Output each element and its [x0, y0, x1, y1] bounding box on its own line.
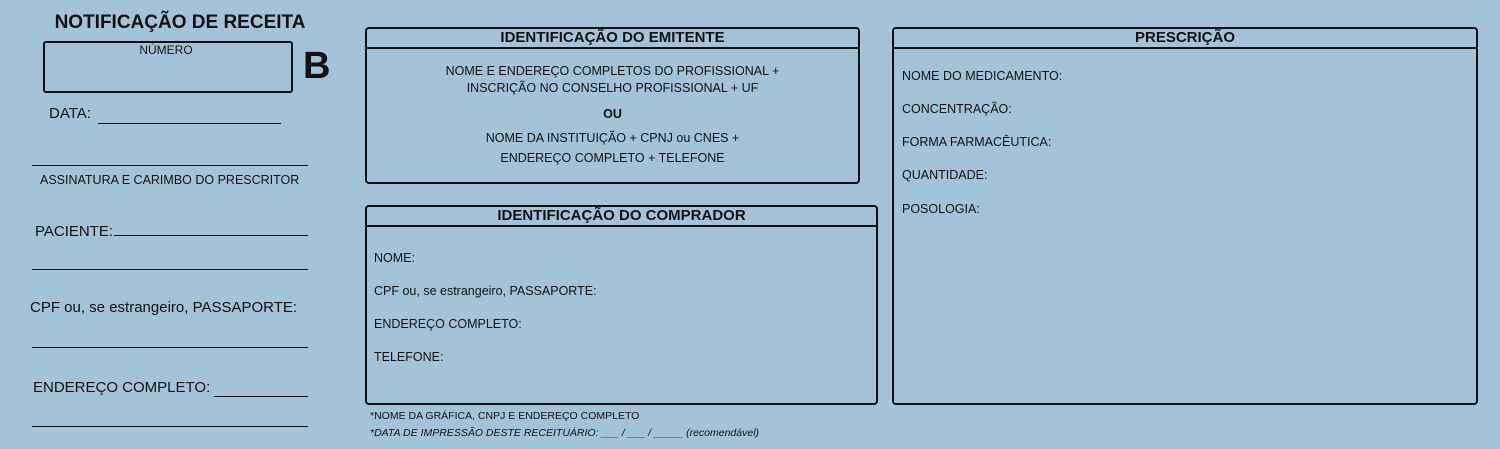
comprador-cpf-label: CPF ou, se estrangeiro, PASSAPORTE: [374, 284, 597, 298]
prescricao-posologia-label: POSOLOGIA: [902, 202, 980, 216]
prescricao-forma-label: FORMA FARMACÊUTICA: [902, 135, 1052, 149]
footer-data-impressao: *DATA DE IMPRESSÃO DESTE RECEITUÁRIO: ___ / ___ / _____ (recomendável) [370, 427, 760, 439]
emitente-line-2: INSCRIÇÃO NO CONSELHO PROFISSIONAL + UF [466, 81, 759, 95]
data-label: DATA: [49, 105, 91, 122]
endereco-line[interactable] [214, 396, 308, 397]
comprador-box [365, 205, 878, 405]
emitente-box [365, 27, 860, 184]
prescricao-header: PRESCRIÇÃO [894, 29, 1476, 49]
cpf-label: CPF ou, se estrangeiro, PASSAPORTE: [30, 299, 298, 316]
emitente-line-3: NOME DA INSTITUIÇÃO + CPNJ ou CNES + [485, 131, 740, 145]
footer-grafica: *NOME DA GRÁFICA, CNPJ E ENDEREÇO COMPLETO [370, 410, 640, 422]
data-line[interactable] [98, 123, 281, 124]
comprador-endereco-label: ENDEREÇO COMPLETO: [374, 317, 522, 331]
numero-label: NÚMERO [139, 43, 193, 57]
cpf-line[interactable] [32, 347, 308, 348]
form-title: NOTIFICAÇÃO DE RECEITA [54, 12, 306, 33]
category-letter: B [303, 45, 331, 87]
emitente-line-1: NOME E ENDEREÇO COMPLETOS DO PROFISSIONAL + [445, 64, 780, 78]
prescricao-medicamento-label: NOME DO MEDICAMENTO: [902, 69, 1063, 83]
endereco-line-2[interactable] [32, 426, 308, 427]
paciente-line-2[interactable] [32, 269, 308, 270]
prescricao-concentracao-label: CONCENTRAÇÃO: [902, 102, 1012, 116]
emitente-line-4: ENDEREÇO COMPLETO + TELEFONE [500, 151, 725, 165]
prescricao-quantidade-label: QUANTIDADE: [902, 168, 988, 182]
assinatura-label: ASSINATURA E CARIMBO DO PRESCRITOR [40, 173, 300, 187]
assinatura-line[interactable] [32, 165, 308, 166]
emitente-header: IDENTIFICAÇÃO DO EMITENTE [367, 29, 858, 49]
emitente-ou: OU [603, 107, 622, 121]
comprador-telefone-label: TELEFONE: [374, 350, 444, 364]
paciente-label: PACIENTE: [35, 223, 114, 240]
paciente-line[interactable] [114, 235, 308, 236]
endereco-label: ENDEREÇO COMPLETO: [33, 379, 211, 396]
comprador-header: IDENTIFICAÇÃO DO COMPRADOR [367, 207, 876, 227]
comprador-nome-label: NOME: [374, 251, 415, 265]
prescricao-box [892, 27, 1478, 405]
